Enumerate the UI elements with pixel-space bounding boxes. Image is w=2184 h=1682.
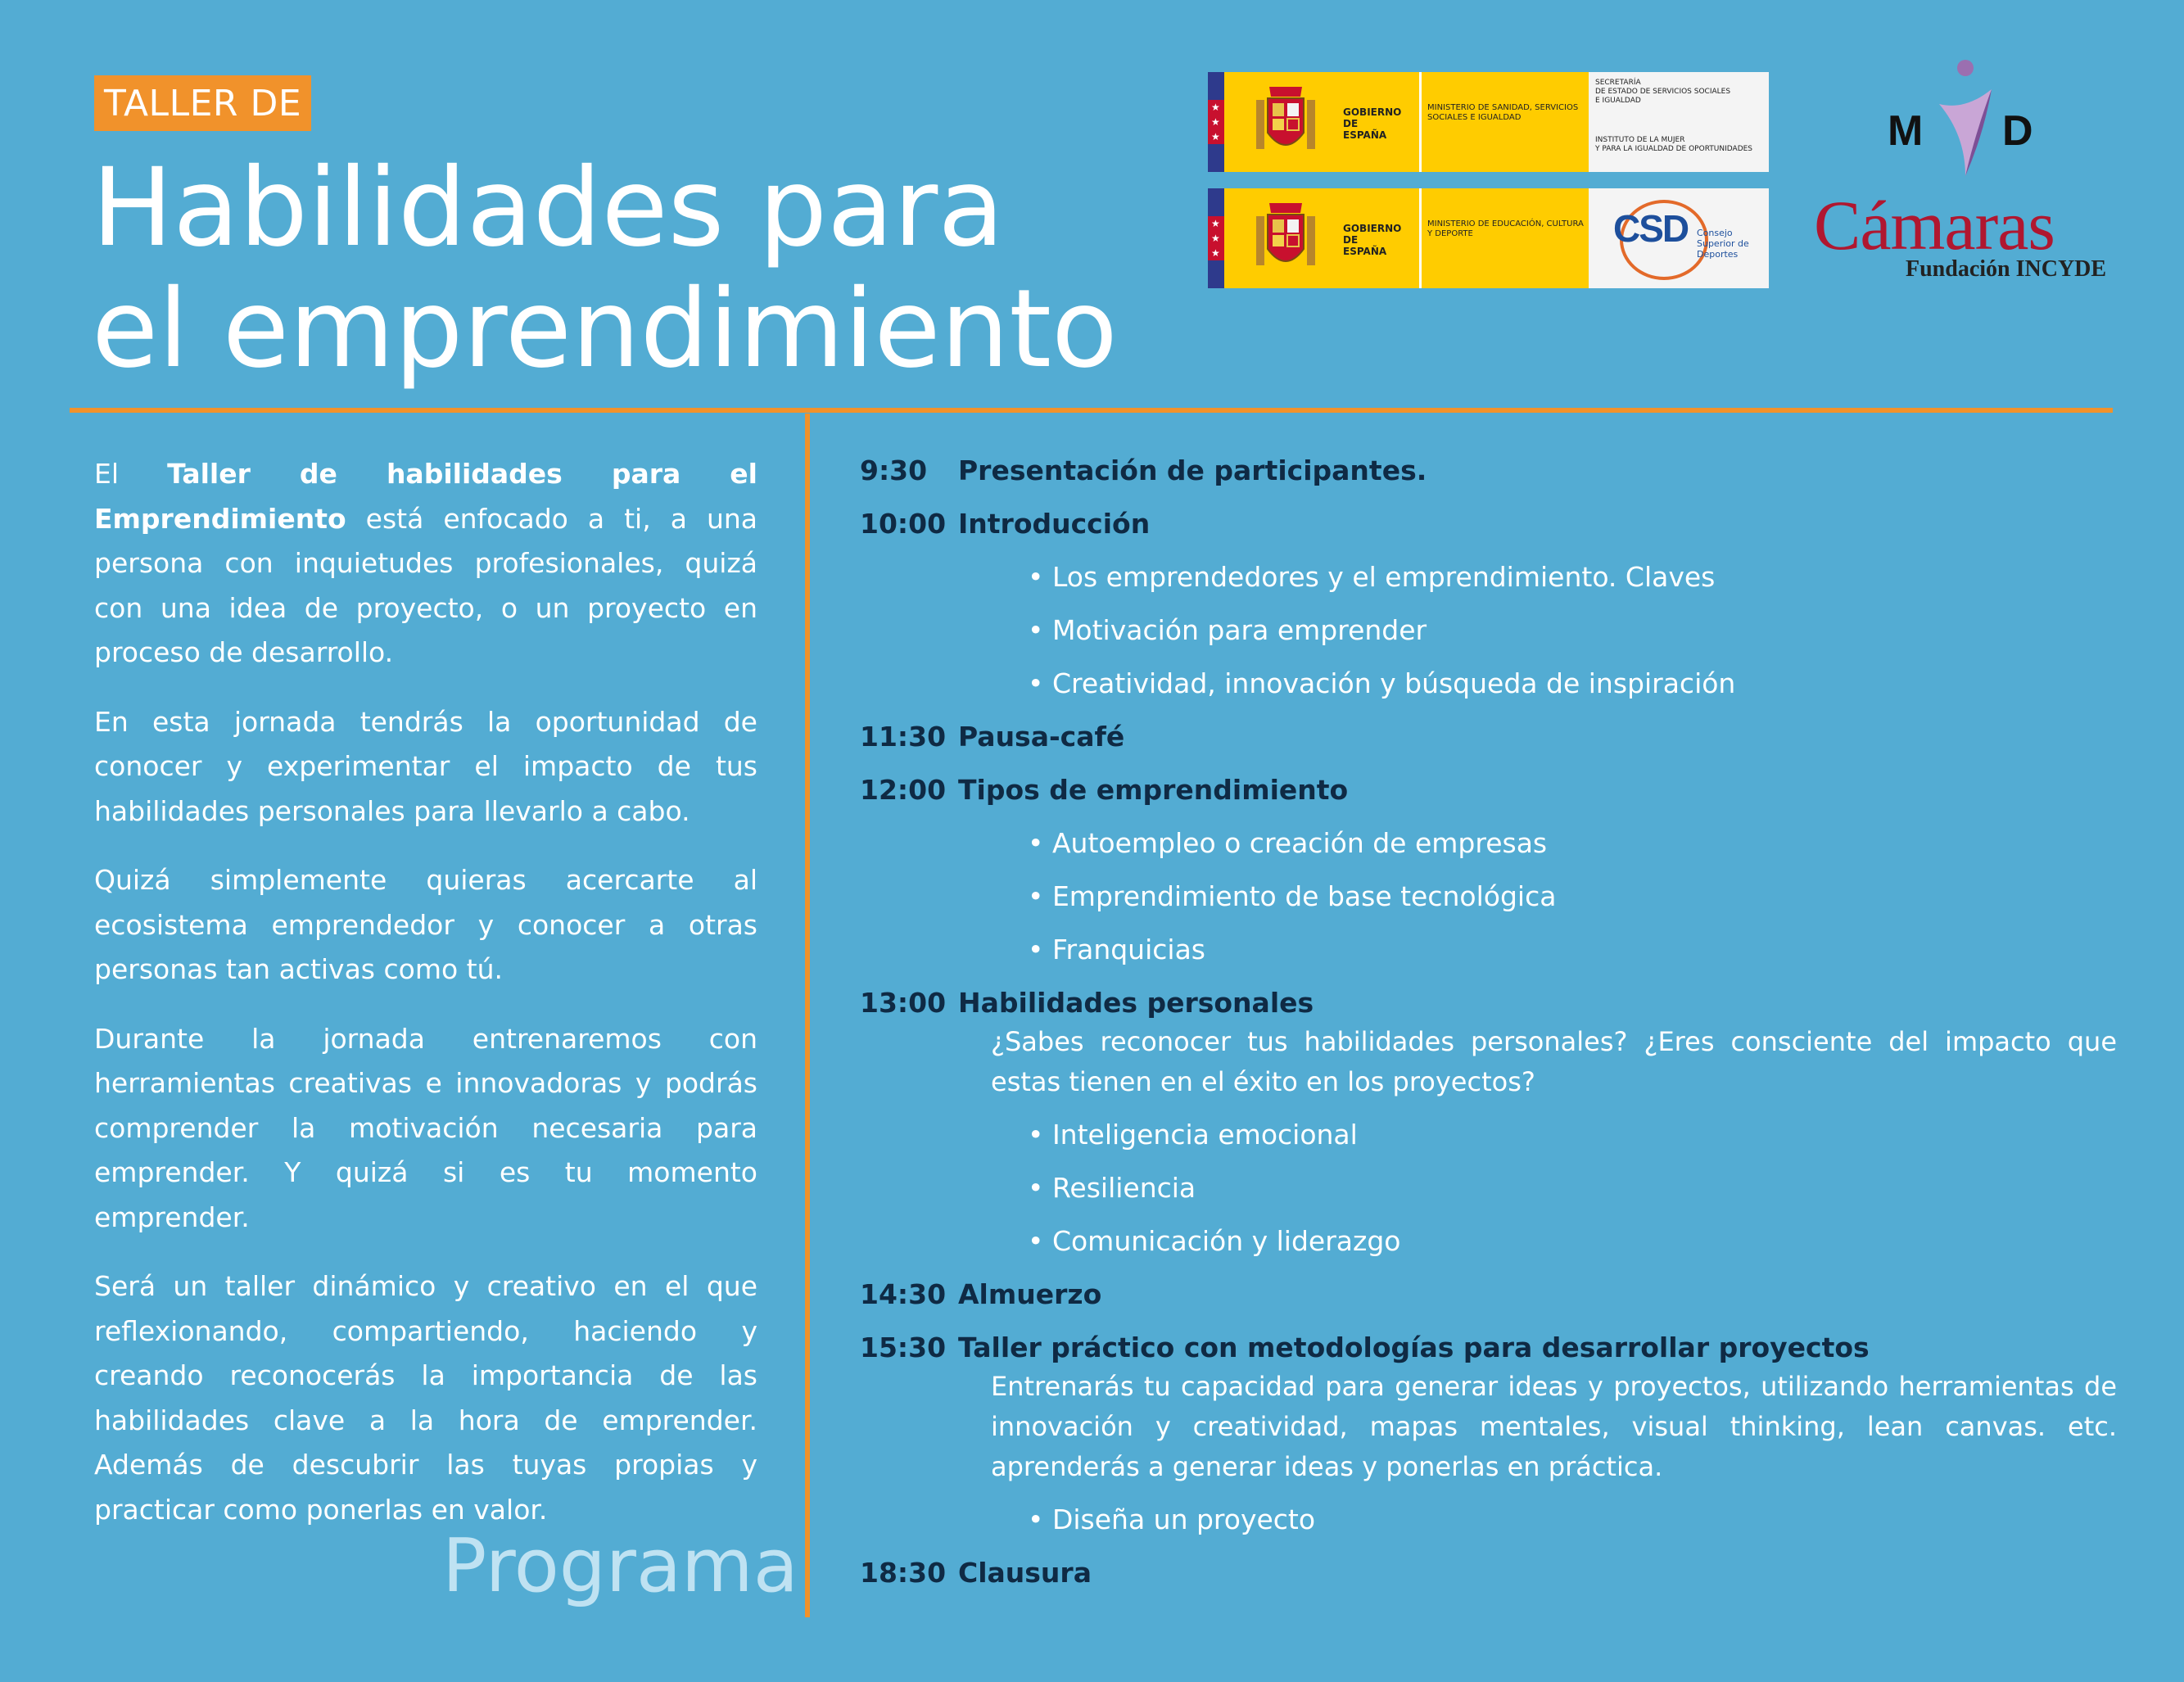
secretaria-line-2: DE ESTADO DE SERVICIOS SOCIALES <box>1595 88 1731 96</box>
coat-of-arms-icon <box>1253 198 1318 278</box>
schedule-bullet: • Inteligencia emocional <box>1028 1119 1358 1151</box>
schedule-item <box>860 717 2088 770</box>
instituto-line-2: Y PARA LA IGUALDAD DE OPORTUNIDADES <box>1595 145 1753 153</box>
intro-paragraph-5: Será un taller dinámico y creativo en el que reflexionando, compartiendo, haciendo y creando reconocerás la importancia de las habilidades clave a la hora de emprender. Además de descubrir las tuyas propias y practicar como ponerlas en valor. <box>94 1270 757 1526</box>
schedule-title: Pausa-café <box>958 721 1125 753</box>
schedule-bullet: • Autoempleo o creación de empresas <box>1028 827 1548 859</box>
schedule-title: Introducción <box>958 508 1151 540</box>
schedule-bullet: • Creatividad, innovación y búsqueda de inspiración <box>1028 667 1736 699</box>
page-title <box>92 147 1156 390</box>
schedule-time: 13:00 <box>860 987 947 1019</box>
horizontal-divider <box>70 408 2113 413</box>
schedule-item <box>860 1553 2088 1606</box>
schedule-item <box>860 504 2088 557</box>
schedule-time: 14:30 <box>860 1278 947 1310</box>
schedule <box>860 450 2117 1606</box>
schedule-bullet: • Resiliencia <box>1028 1172 1196 1204</box>
camaras-wordmark: Cámaras <box>1814 186 2055 265</box>
schedule-bullet: • Diseña un proyecto <box>1028 1503 1316 1535</box>
schedule-time: 18:30 <box>860 1557 947 1589</box>
schedule-title: Habilidades personales <box>958 987 1314 1019</box>
schedule-time: 10:00 <box>860 508 947 540</box>
vertical-divider <box>805 414 810 1617</box>
schedule-description: Entrenarás tu capacidad para generar ideas y proyectos, utilizando herramientas de innovación y creatividad, mapas mentales, visual thinking, lean canvas. etc. aprenderás a generar ideas y ponerlas en práctica. <box>991 1371 2117 1482</box>
gobierno-educacion-logo <box>1208 188 1769 288</box>
schedule-bullet: • Comunicación y liderazgo <box>1028 1225 1401 1257</box>
schedule-item <box>860 1327 2088 1381</box>
intro-text <box>94 452 757 1557</box>
eu-stars-icon: ★ ★ ★ <box>1211 102 1220 142</box>
instituto-line-1: INSTITUTO DE LA MUJER <box>1595 136 1685 144</box>
gobierno-sanidad-logo <box>1208 72 1769 172</box>
schedule-time: 15:30 <box>860 1332 947 1363</box>
secretaria-line-3: E IGUALDAD <box>1595 97 1641 105</box>
schedule-bullet: • Emprendimiento de base tecnológica <box>1028 880 1557 912</box>
schedule-title: Clausura <box>958 1557 1092 1589</box>
ministry-label: MINISTERIO DE EDUCACIÓN, CULTURA Y DEPORTE <box>1427 219 1584 238</box>
schedule-item <box>860 770 2088 823</box>
md-logo: M D <box>1888 107 2033 155</box>
programa-label: Programa <box>442 1523 798 1609</box>
schedule-title: Almuerzo <box>958 1278 1102 1310</box>
gobierno-label: GOBIERNO DE ESPAÑA <box>1343 223 1402 257</box>
schedule-bullet: • Los emprendedores y el emprendimiento. Claves <box>1028 561 1716 593</box>
intro-paragraph-1: El Taller de habilidades para el Emprendimiento está enfocado a ti, a una persona con inquietudes profesionales, quizá con una idea de proyecto, o un proyecto en proceso de desarrollo. <box>94 458 757 668</box>
fundacion-label: Fundación INCYDE <box>1906 256 2107 282</box>
schedule-time: 12:00 <box>860 774 947 806</box>
secretaria-line-1: SECRETARÍA <box>1595 79 1641 87</box>
camaras-logo <box>1814 184 2109 283</box>
kicker-label: TALLER DE <box>94 75 311 131</box>
schedule-time: 9:30 <box>860 454 928 486</box>
title-line-1: Habilidades para <box>92 145 1005 271</box>
csd-label: Consejo Superior de Deportes <box>1697 228 1749 260</box>
schedule-title: Presentación de participantes. <box>958 454 1427 486</box>
schedule-time: 11:30 <box>860 721 947 753</box>
schedule-bullet: • Franquicias <box>1028 934 1205 965</box>
intro-paragraph-3: Quizá simplemente quieras acercarte al ecosistema emprendedor y conocer a otras personas tan activas como tú. <box>94 864 757 985</box>
title-line-2: el emprendimiento <box>92 266 1118 392</box>
coat-of-arms-icon <box>1253 82 1318 162</box>
csd-mark: CSD <box>1613 207 1689 250</box>
intro-paragraph-4: Durante la jornada entrenaremos con herramientas creativas e innovadoras y podrás comprender la motivación necesaria para emprender. Y quizá si es tu momento emprender. <box>94 1022 757 1233</box>
eu-stars-icon: ★ ★ ★ <box>1211 218 1220 259</box>
schedule-title: Taller práctico con metodologías para desarrollar proyectos <box>958 1332 1870 1363</box>
ministry-label: MINISTERIO DE SANIDAD, SERVICIOS SOCIALES E IGUALDAD <box>1427 103 1579 122</box>
schedule-bullet: • Motivación para emprender <box>1028 614 1427 646</box>
gobierno-label: GOBIERNO DE ESPAÑA <box>1343 106 1402 141</box>
intro-paragraph-2: En esta jornada tendrás la oportunidad de conocer y experimentar el impacto de tus habilidades personales para llevarlo a cabo. <box>94 705 757 827</box>
schedule-description: ¿Sabes reconocer tus habilidades personales? ¿Eres consciente del impacto que estas tienen en el éxito en los proyectos? <box>991 1026 2117 1097</box>
schedule-title: Tipos de emprendimiento <box>958 774 1349 806</box>
schedule-item <box>860 450 2088 504</box>
schedule-item <box>860 1274 2088 1327</box>
schedule-item <box>860 983 2088 1036</box>
